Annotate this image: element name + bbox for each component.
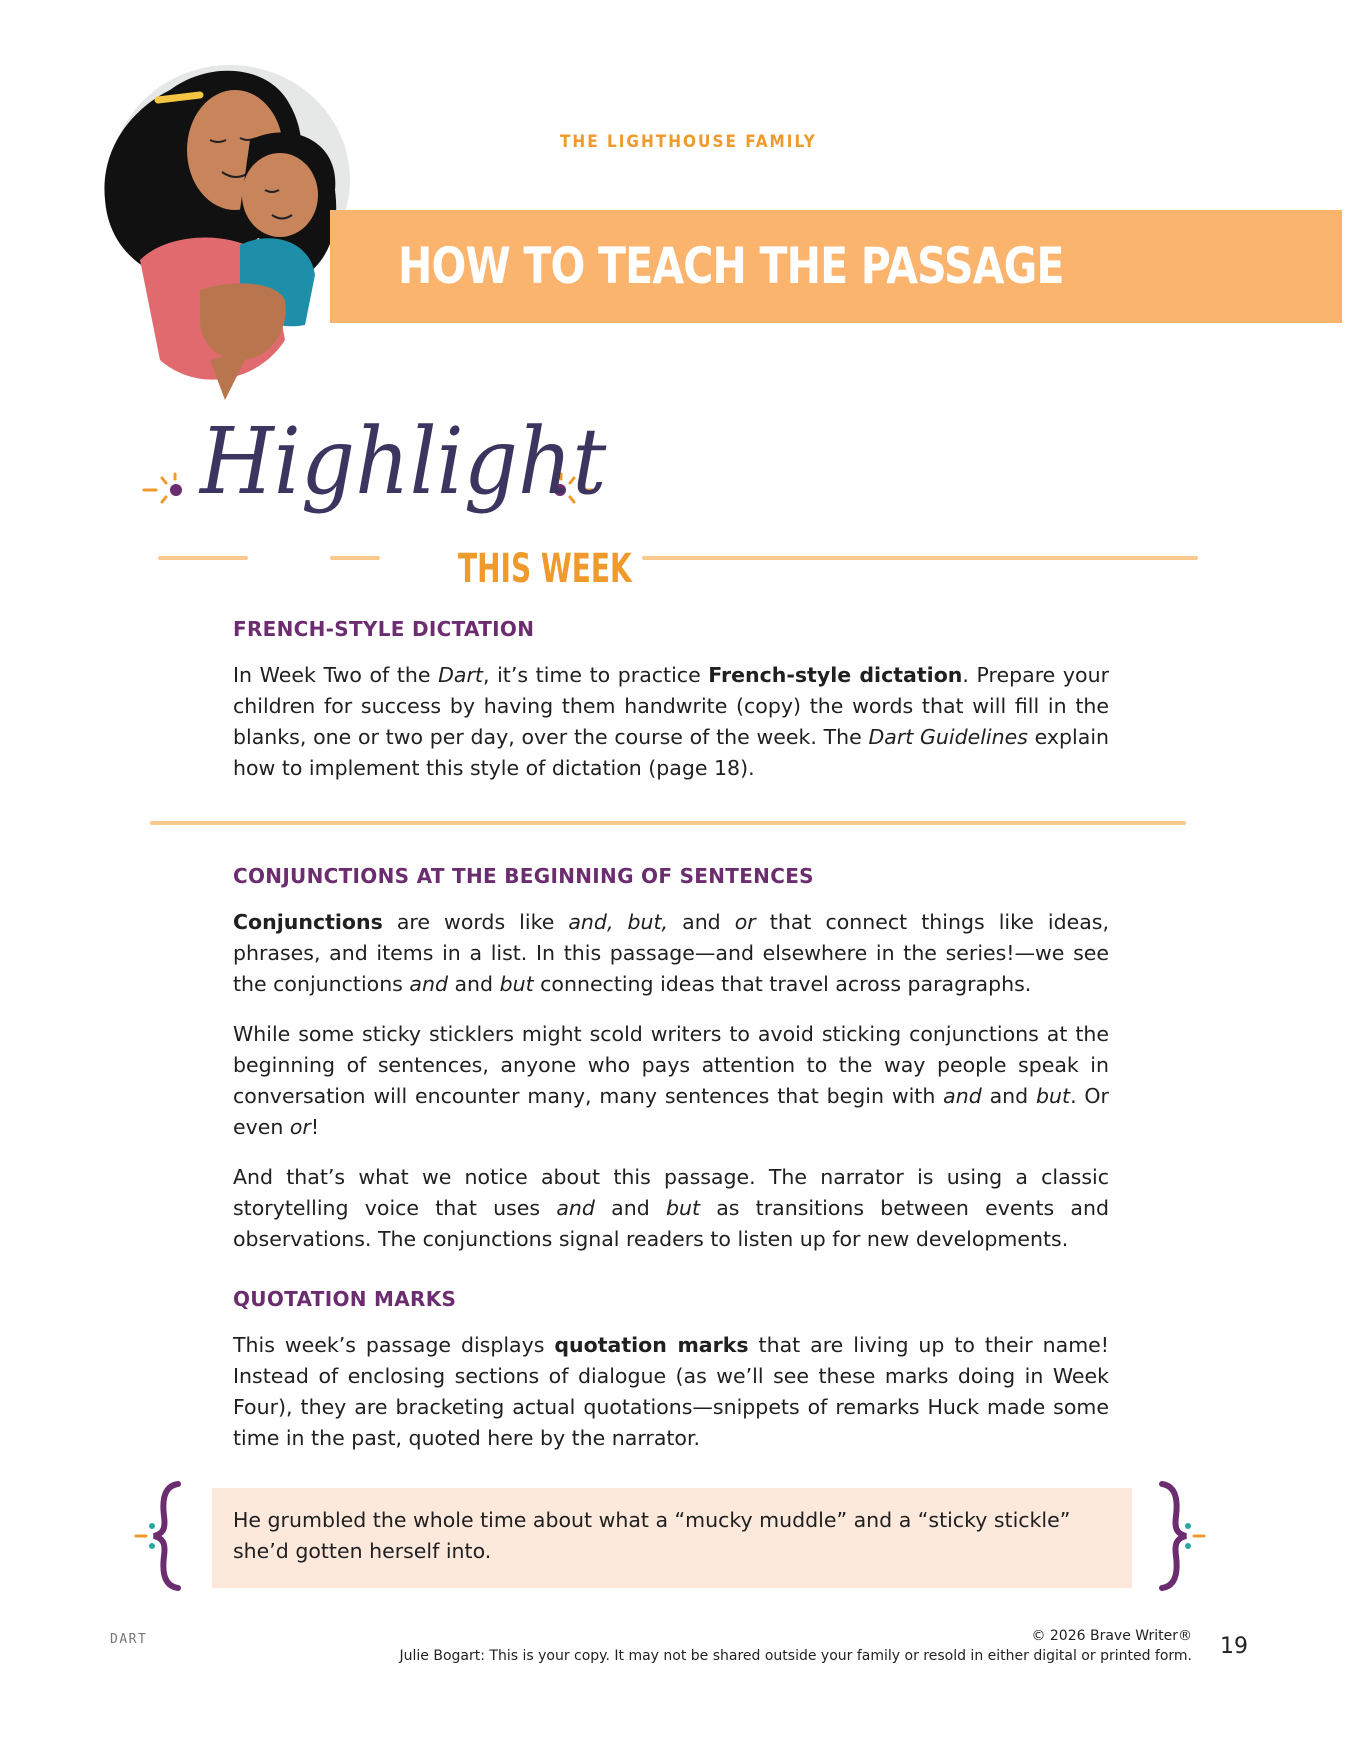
- footer-copyright: © 2026 Brave Writer®: [1031, 1628, 1192, 1644]
- section-paragraph: And that’s what we notice about this passage. The narrator is using a classic storytelling voice that uses and and but as transitions between events and observations. The conjunctions signal readers to listen up for new developments.: [233, 1165, 1109, 1251]
- section-heading: CONJUNCTIONS AT THE BEGINNING OF SENTENCES: [233, 864, 814, 888]
- series-title: THE LIGHTHOUSE FAMILY: [560, 132, 817, 152]
- section-paragraph: In Week Two of the Dart, it’s time to practice French-style dictation. Prepare your children for success by having them handwrite (copy) the words that will fill in the blanks, one or two per day, over the course of the week. The Dart Guidelines explain how to implement this style of dictation (page 18).: [233, 663, 1110, 780]
- section-divider: [150, 821, 1186, 825]
- footer-series-name: DART: [110, 1632, 148, 1647]
- mother-child-illustration: [100, 60, 360, 400]
- right-brace-icon: [1152, 1480, 1208, 1592]
- section-heading: FRENCH-STYLE DICTATION: [233, 617, 535, 641]
- highlight-heading: Highlight: [200, 408, 607, 515]
- heading-rule-right: [642, 556, 1198, 560]
- section-heading: QUOTATION MARKS: [233, 1287, 457, 1311]
- page-number: 19: [1220, 1634, 1248, 1659]
- section-paragraph: Conjunctions are words like and, but, and or that connect things like ideas, phrases, and items in a list. In this passage—and elsewhere in the series!—we see the conjunctions and and but connecting ideas that travel across paragraphs.: [233, 910, 1109, 996]
- heading-rule-left-1: [158, 556, 248, 560]
- callout-quote: He grumbled the whole time about what a “mucky muddle” and a “sticky stickle” she’d gotten herself into.: [233, 1508, 1071, 1563]
- heading-rule-left-2: [330, 556, 380, 560]
- highlight-subtitle: THIS WEEK: [458, 546, 632, 592]
- section-paragraph: While some sticky sticklers might scold writers to avoid sticking conjunctions at the beginning of sentences, anyone who pays attention to the way people speak in conversation will encounter many, many sentences that begin with and and but. Or even or!: [233, 1022, 1109, 1139]
- footer-notice: Julie Bogart: This is your copy. It may not be shared outside your family or resold in either digital or printed form.: [399, 1648, 1192, 1664]
- left-brace-icon: [132, 1480, 188, 1592]
- left-flourish-icon: [142, 470, 190, 510]
- section-paragraph: This week’s passage displays quotation marks that are living up to their name! Instead of enclosing sections of dialogue (as we’ll see these marks doing in Week Four), they are bracketing actual quotations—snippets of remarks Huck made some time in the past, quoted here by the narrator.: [233, 1333, 1109, 1450]
- banner-title: HOW TO TEACH THE PASSAGE: [398, 237, 1064, 295]
